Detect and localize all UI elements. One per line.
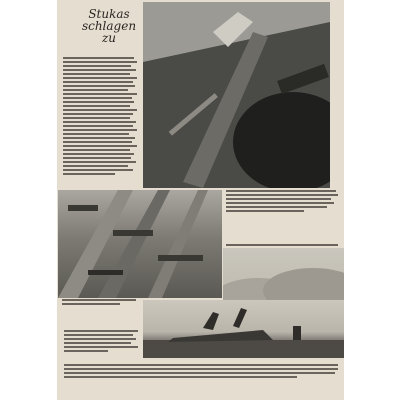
bombed-railyard-photo [58,190,222,298]
sinking-ship-illustration [143,300,344,358]
sinking-ship-photo [143,300,344,358]
article-body-text [63,57,137,185]
page-title: Stukas schlagen zu [81,7,137,45]
imprint-footer [64,364,338,386]
sinking-ship-caption [64,330,138,360]
ship-deck-illustration [143,2,330,188]
dive-bomb-ship-photo [143,2,330,188]
railyard-photo-caption [62,299,136,307]
ship-photo-caption [226,190,338,242]
railyard-illustration [58,190,222,298]
